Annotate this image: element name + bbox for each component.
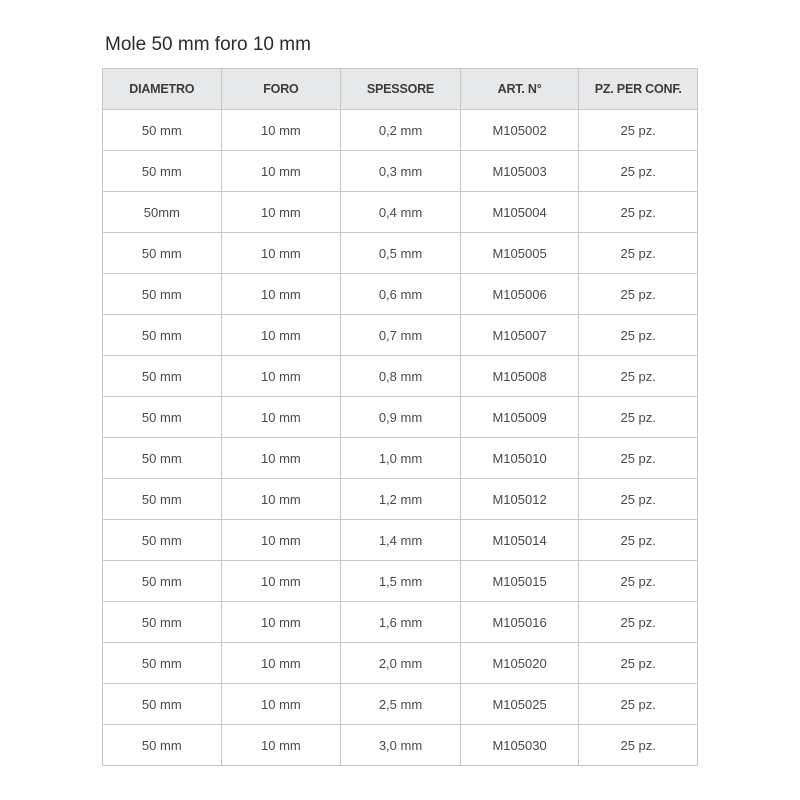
cell-art-n: M105005 [460, 233, 579, 274]
cell-diametro: 50 mm [103, 233, 222, 274]
cell-spessore: 1,5 mm [341, 561, 461, 602]
cell-diametro: 50 mm [103, 643, 222, 684]
table-row [103, 561, 698, 602]
cell-art-n: M105002 [460, 110, 579, 151]
cell-pz-per-conf: 25 pz. [579, 110, 698, 151]
cell-diametro: 50 mm [103, 438, 222, 479]
table-row [103, 643, 698, 684]
table-row [103, 438, 698, 479]
cell-foro: 10 mm [221, 110, 341, 151]
table-row [103, 151, 698, 192]
cell-diametro: 50 mm [103, 274, 222, 315]
cell-pz-per-conf: 25 pz. [579, 192, 698, 233]
cell-art-n: M105016 [460, 602, 579, 643]
table-row [103, 725, 698, 766]
cell-foro: 10 mm [221, 602, 341, 643]
cell-foro: 10 mm [221, 438, 341, 479]
cell-diametro: 50 mm [103, 520, 222, 561]
cell-spessore: 2,5 mm [341, 684, 461, 725]
cell-foro: 10 mm [221, 192, 341, 233]
cell-art-n: M105007 [460, 315, 579, 356]
cell-pz-per-conf: 25 pz. [579, 643, 698, 684]
cell-diametro: 50 mm [103, 602, 222, 643]
header-row [103, 69, 698, 110]
cell-pz-per-conf: 25 pz. [579, 274, 698, 315]
table-row [103, 315, 698, 356]
cell-spessore: 1,4 mm [341, 520, 461, 561]
cell-pz-per-conf: 25 pz. [579, 479, 698, 520]
cell-foro: 10 mm [221, 397, 341, 438]
cell-art-n: M105003 [460, 151, 579, 192]
cell-art-n: M105009 [460, 397, 579, 438]
column-header-art-n: ART. N° [460, 69, 579, 110]
cell-diametro: 50 mm [103, 151, 222, 192]
cell-art-n: M105010 [460, 438, 579, 479]
table-header [103, 69, 698, 110]
table-row [103, 520, 698, 561]
page-title: Mole 50 mm foro 10 mm [105, 34, 311, 55]
cell-diametro: 50 mm [103, 725, 222, 766]
cell-diametro: 50 mm [103, 356, 222, 397]
cell-spessore: 0,6 mm [341, 274, 461, 315]
cell-art-n: M105004 [460, 192, 579, 233]
column-header-diametro: DIAMETRO [103, 69, 222, 110]
cell-spessore: 1,6 mm [341, 602, 461, 643]
cell-art-n: M105030 [460, 725, 579, 766]
table-row [103, 192, 698, 233]
cell-pz-per-conf: 25 pz. [579, 561, 698, 602]
table-row [103, 110, 698, 151]
table-row [103, 397, 698, 438]
cell-pz-per-conf: 25 pz. [579, 151, 698, 192]
cell-spessore: 0,3 mm [341, 151, 461, 192]
cell-foro: 10 mm [221, 684, 341, 725]
cell-pz-per-conf: 25 pz. [579, 602, 698, 643]
cell-pz-per-conf: 25 pz. [579, 397, 698, 438]
cell-foro: 10 mm [221, 274, 341, 315]
column-header-pz-per-conf: PZ. PER CONF. [579, 69, 698, 110]
table-body [103, 110, 698, 766]
cell-foro: 10 mm [221, 151, 341, 192]
cell-pz-per-conf: 25 pz. [579, 725, 698, 766]
cell-spessore: 2,0 mm [341, 643, 461, 684]
table-row [103, 274, 698, 315]
cell-art-n: M105025 [460, 684, 579, 725]
cell-art-n: M105015 [460, 561, 579, 602]
table-row [103, 233, 698, 274]
cell-art-n: M105008 [460, 356, 579, 397]
cell-spessore: 0,5 mm [341, 233, 461, 274]
cell-diametro: 50mm [103, 192, 222, 233]
cell-spessore: 1,2 mm [341, 479, 461, 520]
cell-art-n: M105014 [460, 520, 579, 561]
cell-foro: 10 mm [221, 561, 341, 602]
cell-pz-per-conf: 25 pz. [579, 438, 698, 479]
cell-pz-per-conf: 25 pz. [579, 315, 698, 356]
cell-spessore: 0,4 mm [341, 192, 461, 233]
cell-foro: 10 mm [221, 725, 341, 766]
cell-art-n: M105020 [460, 643, 579, 684]
table-row [103, 356, 698, 397]
column-header-spessore: SPESSORE [341, 69, 461, 110]
cell-pz-per-conf: 25 pz. [579, 356, 698, 397]
table-row [103, 479, 698, 520]
cell-diametro: 50 mm [103, 397, 222, 438]
cell-art-n: M105012 [460, 479, 579, 520]
cell-foro: 10 mm [221, 479, 341, 520]
cell-spessore: 0,7 mm [341, 315, 461, 356]
cell-diametro: 50 mm [103, 684, 222, 725]
cell-foro: 10 mm [221, 520, 341, 561]
column-header-foro: FORO [221, 69, 341, 110]
cell-diametro: 50 mm [103, 315, 222, 356]
cell-foro: 10 mm [221, 233, 341, 274]
cell-spessore: 0,8 mm [341, 356, 461, 397]
cell-art-n: M105006 [460, 274, 579, 315]
table-row [103, 684, 698, 725]
cell-spessore: 0,2 mm [341, 110, 461, 151]
cell-spessore: 3,0 mm [341, 725, 461, 766]
cell-spessore: 1,0 mm [341, 438, 461, 479]
cell-pz-per-conf: 25 pz. [579, 684, 698, 725]
cell-pz-per-conf: 25 pz. [579, 520, 698, 561]
cell-diametro: 50 mm [103, 561, 222, 602]
cell-diametro: 50 mm [103, 479, 222, 520]
cell-spessore: 0,9 mm [341, 397, 461, 438]
cell-diametro: 50 mm [103, 110, 222, 151]
cell-foro: 10 mm [221, 643, 341, 684]
cell-foro: 10 mm [221, 315, 341, 356]
product-table [102, 68, 698, 766]
cell-foro: 10 mm [221, 356, 341, 397]
table-row [103, 602, 698, 643]
cell-pz-per-conf: 25 pz. [579, 233, 698, 274]
